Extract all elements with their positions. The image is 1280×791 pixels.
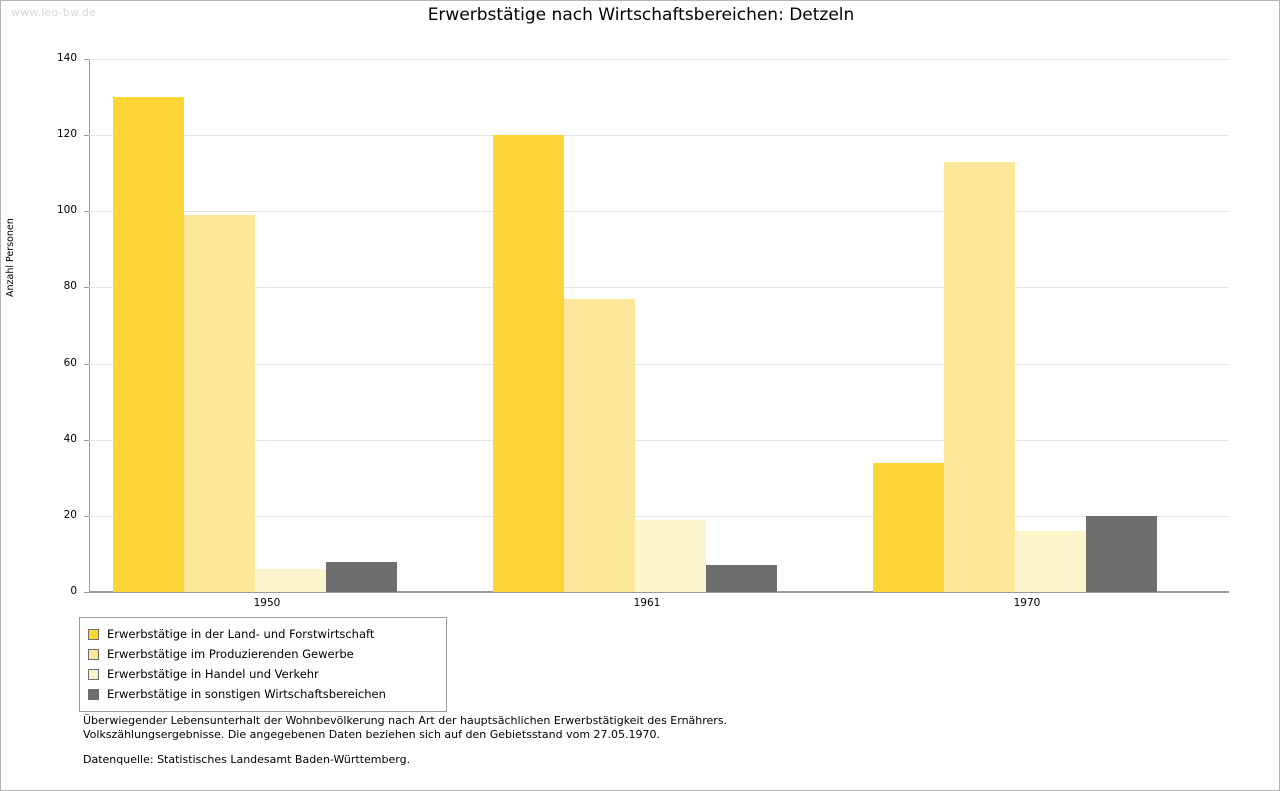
footnote-line-1: Überwiegender Lebensunterhalt der Wohnbevölkerung nach Art der hauptsächlichen Erwerbstätigkeit des Ernährers. <box>83 714 728 727</box>
bar <box>255 569 326 592</box>
legend-label: Erwerbstätige im Produzierenden Gewerbe <box>107 647 354 661</box>
page-title: Erwerbstätige nach Wirtschaftsbereichen: Detzeln <box>427 5 855 25</box>
bar <box>1015 531 1086 592</box>
data-source: Datenquelle: Statistisches Landesamt Baden-Württemberg. <box>83 753 411 766</box>
legend-item <box>88 644 438 664</box>
y-tick-mark <box>84 364 89 365</box>
gridline <box>89 287 1229 288</box>
y-tick-label: 80 <box>63 280 77 293</box>
bar <box>1086 516 1157 592</box>
legend-item <box>88 664 438 684</box>
y-tick-label: 40 <box>63 432 77 445</box>
legend-item <box>88 684 438 704</box>
x-tick-label: 1970 <box>1013 597 1041 609</box>
x-tick-label: 1961 <box>633 597 661 609</box>
gridline <box>89 440 1229 441</box>
legend-swatch-icon <box>88 629 99 640</box>
legend-label: Erwerbstätige in der Land- und Forstwirtschaft <box>107 627 375 641</box>
legend-label: Erwerbstätige in Handel und Verkehr <box>107 667 319 681</box>
legend-swatch-icon <box>88 649 99 660</box>
gridline <box>89 59 1229 60</box>
y-tick-mark <box>84 592 89 593</box>
gridline <box>89 516 1229 517</box>
y-tick-mark <box>84 440 89 441</box>
footnote-block <box>83 714 727 742</box>
gridline <box>89 135 1229 136</box>
y-axis-label: Anzahl Personen <box>5 218 16 297</box>
bar <box>493 135 564 592</box>
y-tick-label: 100 <box>56 204 77 217</box>
y-tick-label: 20 <box>63 508 77 521</box>
y-tick-mark <box>84 59 89 60</box>
gridline <box>89 211 1229 212</box>
legend-label: Erwerbstätige in sonstigen Wirtschaftsbereichen <box>107 687 386 701</box>
bar <box>873 463 944 592</box>
y-tick-label: 0 <box>70 585 77 597</box>
bar <box>113 97 184 592</box>
y-tick-mark <box>84 211 89 212</box>
gridline <box>89 592 1229 593</box>
y-tick-label: 140 <box>56 52 77 64</box>
bar <box>564 299 635 592</box>
legend-swatch-icon <box>88 689 99 700</box>
legend-item <box>88 624 438 644</box>
watermark: www.leo-bw.de <box>11 6 97 19</box>
y-tick-mark <box>84 287 89 288</box>
gridline <box>89 364 1229 365</box>
y-tick-label: 120 <box>56 128 77 141</box>
y-tick-label: 60 <box>63 356 77 369</box>
bar <box>326 562 397 592</box>
bar <box>635 520 706 592</box>
bar <box>944 162 1015 592</box>
y-tick-mark <box>84 516 89 517</box>
plot-area <box>89 59 1229 592</box>
legend-swatch-icon <box>88 669 99 680</box>
x-tick-label: 1950 <box>253 597 281 609</box>
footnote-line-2: Volkszählungsergebnisse. Die angegebenen Daten beziehen sich auf den Gebietsstand vom 27.05.1970. <box>83 728 661 741</box>
bar <box>706 565 777 592</box>
legend <box>79 617 447 712</box>
bar <box>184 215 255 592</box>
y-tick-mark <box>84 135 89 136</box>
